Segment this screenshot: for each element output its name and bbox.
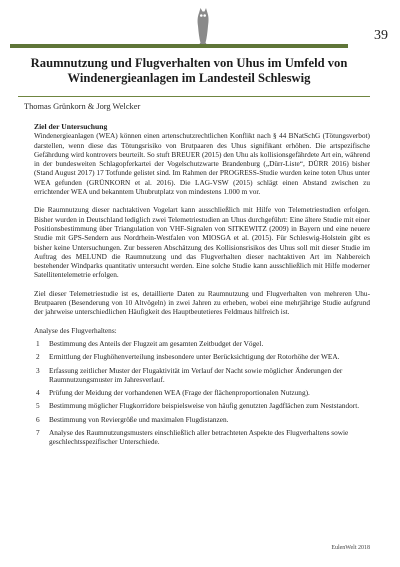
article-title: [24, 56, 354, 86]
list-item: [34, 366, 370, 385]
list-item-text: Ermittlung der Flughöhenverteilung insbesondere unter Berücksichtigung der Rotorhöhe der WEA.: [49, 352, 340, 362]
list-item-number: 6: [36, 414, 40, 424]
list-item-number: 4: [36, 388, 40, 398]
journal-footer: EulenWelt 2018: [331, 545, 370, 551]
list-item: [34, 352, 370, 361]
list-item: [34, 428, 370, 447]
article-body: [34, 122, 370, 451]
list-item-number: 1: [36, 338, 40, 348]
list-item-number: 3: [36, 365, 40, 375]
list-item-number: 5: [36, 401, 40, 411]
paragraph-1: Windenergieanlagen (WEA) können einen artenschutzrechtlichen Konflikt nach § 44 BNatSchG (Tötungsverbot) darstellen, wenn diese das Tötungsrisiko von Brutpaaren des Uhus signifikant erhöhen. Die artspezifische Gefährdung wird kontrovers beurteilt. So stuft BREUER (2015) den Uhu als kollisionsgefährdete Art ein, während in der bundesweiten Schlagopferkartei der Vogelschutzwarte Brandenburg („Dürr-Liste“, DÜRR 2016) bisher (Stand August 2017) 17 Totfunde gelistet sind. Im Rahmen der PROGRESS-Studie wurden keine toten Uhus unter WEA gefunden (GRÜNKORN et al. 2016). Die LAG-VSW (2015) schlägt einen Abstand zwischen zu errichtender WEA und bekanntem Uhubrutplatz von mindestens 1.000 m vor.: [34, 131, 370, 197]
list-item-text: Prüfung der Meidung der vorhandenen WEA (Frage der flächenproportionalen Nutzung).: [49, 388, 310, 398]
paragraph-3: Ziel dieser Telemetriestudie ist es, detaillierte Daten zu Raumnutzung und Flugverhalten von mehreren Uhu-Brutpaaren (Besenderung von 10 Altvögeln) in zwei Jahren zu erheben, wobei eine mehrjährige Studie aufgrund der jahrweise unterschiedlichen Häufigkeit des Hauptbeutetieres Feldmaus hilfreich ist.: [34, 288, 370, 317]
list-item: [34, 388, 370, 397]
list-item-text: Analyse des Raumnutzungsmusters einschließlich aller betrachteten Aspekte des Flugverhaltens sowie geschlechtsspezifischer Unterschiede.: [49, 428, 349, 447]
list-intro: Analyse des Flugverhaltens:: [34, 325, 117, 335]
title-divider: [18, 96, 370, 97]
header-rule: [10, 44, 348, 48]
article-authors: Thomas Grünkorn & Jorg Welcker: [24, 102, 141, 111]
article-title-line-2: Windenergieanlagen im Landesteil Schleswig: [67, 71, 311, 85]
page-number: 39: [374, 28, 388, 43]
list-item: [34, 415, 370, 424]
list-item-text: Erfassung zeitlicher Muster der Flugaktivität im Verlauf der Nacht sowie möglicher Änderungen der Raumnutzungsmuster im Jahresverlauf.: [49, 365, 343, 384]
list-item-number: 2: [36, 352, 40, 362]
list-item-text: Bestimmung des Anteils der Flugzeit am gesamten Zeitbudget der Vögel.: [49, 338, 264, 348]
owl-logo-icon: [196, 7, 210, 47]
section-heading: Ziel der Untersuchung: [34, 122, 108, 131]
list-item-number: 7: [36, 428, 40, 438]
list-item-text: Bestimmung von Reviergröße und maximalen Flugdistanzen.: [49, 414, 229, 424]
list-item: [34, 401, 370, 410]
paragraph-2: Die Raumnutzung dieser nachtaktiven Vogelart kann ausschließlich mit Hilfe von Telemetriestudien erfolgen. Bisher wurden in Deutschland lediglich zwei Telemetriestudien an Uhus durchgeführt: Eine ältere Studie mit einer Positionsbestimmung über Triangulation von VHF-Signalen von SITKEWITZ (2009) in Bayern und eine neuere Studie mit GPS-Sendern aus Nordrhein-Westfalen von MIOSGA et al. (2015). Für Schleswig-Holstein gibt es bisher keine Untersuchungen. Zur besseren Abschätzung des Kollisionsrisikos des Uhus soll mit dieser Studie im Auftrag des MELUND die Raumnutzung und das Flugverhalten dieser nachtaktiven Art im Nahbereich bestehender Windparks quantitativ untersucht werden. Eine solche Studie kann ausschließlich mit Hilfe moderner Satellitentelemetrie erfolgen.: [34, 205, 370, 280]
list-item-text: Bestimmung möglicher Flugkorridore beispielsweise von häufig genutzten Jagdflächen zum Neststandort.: [49, 401, 360, 411]
article-title-line-1: Raumnutzung und Flugverhalten von Uhus im Umfeld von: [30, 56, 348, 70]
analysis-list: [34, 339, 370, 447]
list-item: [34, 339, 370, 348]
